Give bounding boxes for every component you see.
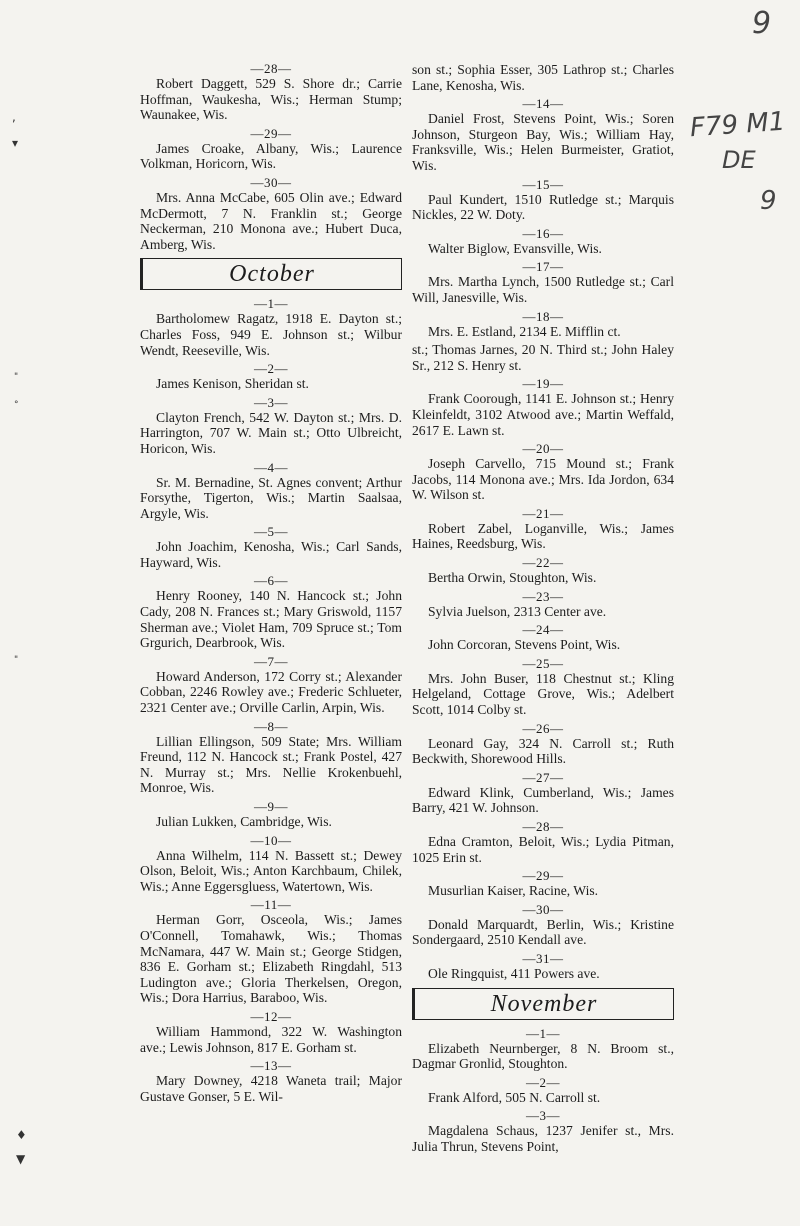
day-number: —4— [254, 459, 288, 475]
birthday-names: William Hammond, 322 W. Washington ave.; Lewis Johnson, 817 E. Gorham st. [140, 1023, 402, 1055]
reference-number-annotation: 9 [760, 186, 777, 216]
day-number: —9— [254, 799, 288, 814]
day-entry [412, 506, 674, 552]
day-entry [140, 361, 402, 392]
day-number: —17— [522, 259, 564, 275]
day-number: —6— [254, 573, 288, 589]
birthday-names: Ole Ringquist, 411 Powers ave. [428, 965, 600, 981]
birthday-names: Frank Alford, 505 N. Carroll st. [428, 1089, 601, 1105]
birthday-names: Mary Downey, 4218 Waneta trail; Major Gustave Gonser, 5 E. Wil- [140, 1073, 402, 1104]
day-number: —20— [522, 441, 564, 457]
day-entry [412, 376, 674, 438]
day-number: —29— [250, 125, 292, 141]
birthday-names: Henry Rooney, 140 N. Hancock st.; John Cady, 208 N. Frances st.; Mary Griswold, 1157 Sherman ave.; Violet Ham, 709 Spruce st.; Tom Grgurich, Dearbrook, Wis. [140, 588, 402, 651]
day-entry [412, 622, 674, 653]
day-entry [412, 868, 674, 899]
october-entries-continued [412, 96, 674, 981]
day-entry [412, 819, 674, 865]
birthday-names: Bertha Orwin, Stoughton, Wis. [428, 570, 597, 586]
day-number: —27— [522, 769, 564, 785]
day-number: —28— [522, 819, 564, 834]
day-number: —31— [522, 950, 564, 966]
birthday-names: Frank Coorough, 1141 E. Johnson st.; Henry Kleinfeldt, 3102 Atwood ave.; Martin Weffald, 2617 E. Lawn st. [412, 391, 674, 438]
birthday-names: Leonard Gay, 324 N. Carroll st.; Ruth Beckwith, Shorewood Hills. [412, 735, 674, 767]
day-entry [412, 96, 674, 173]
birthday-names: Walter Biglow, Evansville, Wis. [428, 240, 602, 256]
page-number-annotation: 9 [752, 6, 772, 41]
birthday-names: Paul Kundert, 1510 Rutledge st.; Marquis Nickles, 22 W. Doty. [412, 191, 674, 223]
day-number: —24— [522, 622, 564, 638]
day-number: —1— [254, 296, 288, 312]
day-entry [140, 1009, 402, 1055]
birthday-names: Donald Marquardt, Berlin, Wis.; Kristine Sondergaard, 2510 Kendall ave. [412, 916, 674, 948]
day-number: —15— [522, 176, 564, 192]
birthday-names: Sylvia Juelson, 2313 Center ave. [428, 603, 607, 619]
birthday-names: Edward Klink, Cumberland, Wis.; James Barry, 421 W. Johnson. [412, 784, 674, 816]
day-entry [412, 902, 674, 948]
birthday-names: Mrs. E. Estland, 2134 E. Mifflin ct. [428, 323, 621, 339]
day-entry [140, 395, 402, 457]
day-number: —5— [254, 524, 288, 540]
day-number: —28— [250, 61, 292, 76]
month-heading-november: November [412, 988, 674, 1020]
day-entry [140, 573, 402, 650]
day-number: —2— [254, 361, 288, 377]
birthday-names: Anna Wilhelm, 114 N. Bassett st.; Dewey Olson, Beloit, Wis.; Anton Karchbaum, Chilek, Wis.; Anne Eggersgluess, Watertown, Wis. [140, 847, 402, 894]
day-number: —16— [522, 225, 564, 241]
september-entries [140, 61, 402, 252]
day-number: —23— [522, 588, 564, 604]
birthday-names: st.; Thomas Jarnes, 20 N. Third st.; John Haley Sr., 212 S. Henry st. [412, 342, 674, 373]
day-number: —13— [250, 1058, 292, 1074]
reference-code-annotation: F79 M1 [689, 106, 787, 144]
day-entry [412, 951, 674, 982]
day-number: —14— [522, 96, 564, 112]
birthday-names: Sr. M. Bernadine, St. Agnes convent; Arthur Forsythe, Tigerton, Wis.; Martin Saalsaa, Argyle, Wis. [140, 474, 402, 521]
birthday-names: Howard Anderson, 172 Corry st.; Alexander Cobban, 2246 Rowley ave.; Frederic Schlueter, 2321 Center ave.; Orville Carlin, Arpin, Wis. [140, 668, 402, 716]
birthday-names: John Corcoran, Stevens Point, Wis. [428, 637, 621, 653]
day-number: —1— [526, 1025, 560, 1041]
day-entry [140, 1058, 402, 1104]
birthday-names: James Croake, Albany, Wis.; Laurence Volkman, Horicorn, Wis. [140, 140, 402, 172]
day-number: —22— [522, 555, 564, 571]
birthday-names: Daniel Frost, Stevens Point, Wis.; Soren Johnson, Sturgeon Bay, Wis.; William Hay, Franksville, Wis.; Helen Burmeister, Gratiot, Wis. [412, 111, 674, 173]
day-entry [412, 226, 674, 257]
day-entry [140, 296, 402, 358]
day-entry [412, 342, 674, 373]
november-entries [412, 1026, 674, 1155]
continued-names: son st.; Sophia Esser, 305 Lathrop st.; Charles Lane, Kenosha, Wis. [412, 62, 674, 93]
day-number: —11— [250, 897, 292, 913]
birthday-names: Joseph Carvello, 715 Mound st.; Frank Jacobs, 114 Monona ave.; Mrs. Ida Jordon, 634 W. Wilson st. [412, 456, 674, 503]
day-entry [140, 833, 402, 895]
birthday-names: Musurlian Kaiser, Racine, Wis. [428, 883, 599, 899]
month-heading-october: October [140, 258, 402, 290]
margin-mark: " [14, 655, 19, 665]
margin-mark: ▾ [12, 136, 19, 150]
birthday-names: Edna Cramton, Beloit, Wis.; Lydia Pitman, 1025 Erin st. [412, 834, 674, 865]
birthday-names: Herman Gorr, Osceola, Wis.; James O'Connell, Tomahawk, Wis.; Thomas McNamara, 447 W. Main st.; George Stidgen, 836 E. Gorham st.; Elizabeth Ringdahl, 513 Ludington ave.; Gloria Therkelsen, Oregon, Wis.; Dora Harrius, Baraboo, Wis. [140, 912, 402, 1006]
day-entry [140, 524, 402, 570]
day-entry [140, 126, 402, 172]
birthday-names: Robert Daggett, 529 S. Shore dr.; Carrie Hoffman, Waukesha, Wis.; Herman Stump; Waunakee, Wis. [140, 76, 402, 123]
day-number: —10— [250, 832, 292, 848]
day-number: —2— [526, 1074, 560, 1090]
day-entry [412, 441, 674, 503]
day-entry [140, 460, 402, 522]
birthday-names: Mrs. Anna McCabe, 605 Olin ave.; Edward McDermott, 7 N. Franklin st.; George Neckerman, 210 Monona ave.; Hubert Duca, Amberg, Wis. [140, 189, 402, 252]
day-entry [140, 175, 402, 252]
day-number: —21— [522, 505, 564, 521]
day-entry [412, 1075, 674, 1106]
margin-mark: , [12, 110, 16, 124]
day-entry [412, 656, 674, 718]
birthday-names: Clayton French, 542 W. Dayton st.; Mrs. D. Harrington, 707 W. Main st.; Otto Ulbreicht, Horicon, Wis. [140, 409, 402, 456]
day-number: —3— [526, 1108, 560, 1124]
day-number: —19— [522, 376, 564, 392]
day-number: —7— [254, 653, 288, 669]
left-column [140, 60, 402, 1107]
birthday-names: Bartholomew Ragatz, 1918 E. Dayton st.; Charles Foss, 949 E. Johnson st.; Wilbur Wendt, Reeseville, Wis. [140, 311, 402, 358]
day-entry [412, 721, 674, 767]
birthday-names: James Kenison, Sheridan st. [156, 376, 309, 392]
day-entry [412, 259, 674, 305]
margin-mark: ♦ [16, 1128, 27, 1142]
reference-code-sub-annotation: DE [722, 146, 756, 174]
day-entry [412, 589, 674, 620]
birthday-names: Robert Zabel, Loganville, Wis.; James Haines, Reedsburg, Wis. [412, 520, 674, 552]
birthday-names: Elizabeth Neurnberger, 8 N. Broom st., Dagmar Gronlid, Stoughton. [412, 1040, 674, 1072]
margin-mark: ▼ [16, 1152, 26, 1166]
day-number: —18— [522, 308, 564, 324]
day-entry [412, 770, 674, 816]
day-entry [140, 654, 402, 716]
day-number: —25— [522, 655, 564, 671]
day-entry [140, 799, 402, 830]
birthday-names: Lillian Ellingson, 509 State; Mrs. William Freund, 112 N. Hancock st.; Frank Postel, 427 N. Murray st.; Mrs. Nellie Krokenbuehl, Monroe, Wis. [140, 733, 402, 796]
day-entry [412, 177, 674, 223]
birthday-names: John Joachim, Kenosha, Wis.; Carl Sands, Hayward, Wis. [140, 539, 402, 570]
day-number: —30— [250, 174, 292, 190]
birthday-names: Mrs. Martha Lynch, 1500 Rutledge st.; Carl Will, Janesville, Wis. [412, 274, 674, 305]
day-entry [412, 555, 674, 586]
margin-mark: ° [14, 400, 19, 410]
birthday-names: Julian Lukken, Cambridge, Wis. [156, 814, 332, 829]
day-number: —30— [522, 901, 564, 917]
day-entry [412, 309, 674, 340]
day-entry [412, 1108, 674, 1154]
day-number: —8— [254, 718, 288, 734]
day-entry [140, 719, 402, 796]
right-column [412, 62, 674, 1158]
day-entry [140, 61, 402, 123]
day-entry [140, 897, 402, 1006]
october-entries [140, 296, 402, 1104]
margin-mark: " [14, 372, 19, 382]
birthday-names: Magdalena Schaus, 1237 Jenifer st., Mrs. Julia Thrun, Stevens Point, [412, 1123, 674, 1154]
birthday-names: Mrs. John Buser, 118 Chestnut st.; Kling Helgeland, Cottage Grove, Wis.; Adelbert Scott, 1014 Colby st. [412, 670, 674, 718]
day-number: —26— [522, 720, 564, 736]
day-number: —3— [254, 394, 288, 410]
day-number: —12— [250, 1008, 292, 1024]
day-entry [412, 1026, 674, 1072]
day-number: —29— [522, 868, 564, 884]
